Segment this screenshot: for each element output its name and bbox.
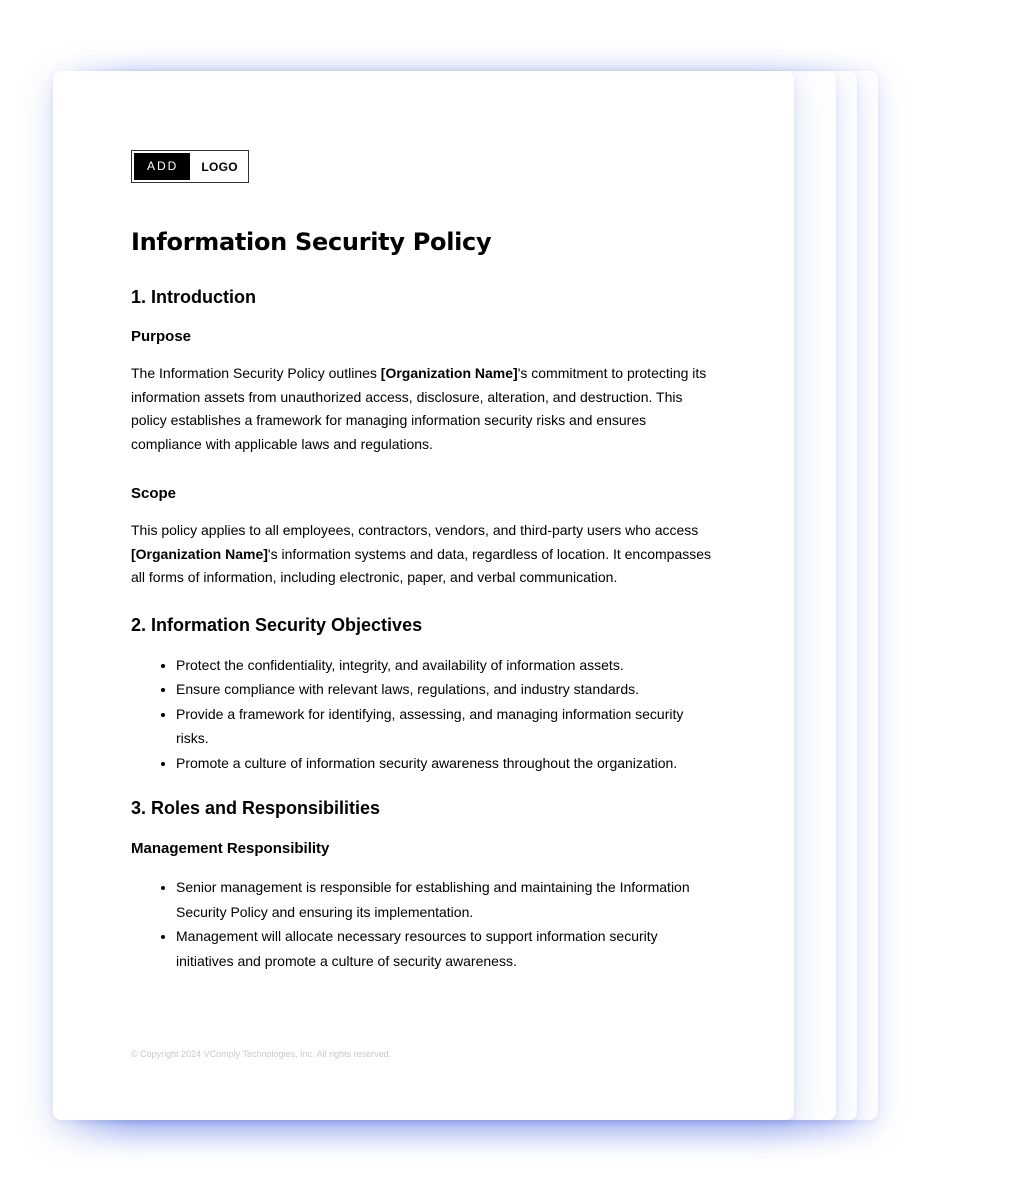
document-page (53, 71, 794, 1120)
management-list (131, 875, 714, 973)
section-heading-introduction: 1. Introduction (131, 287, 256, 307)
copyright-footer: © Copyright 2024 VComply Technologies, Inc. All rights reserved. (131, 1049, 392, 1059)
scope-text-end: 's information systems and data, regardless of location. It encompasses all forms of information, including electronic, paper, and verbal communication. (131, 545, 712, 585)
org-name-placeholder: [Organization Name] (380, 365, 518, 381)
logo-add-label: ADD (134, 153, 190, 180)
purpose-paragraph (131, 362, 714, 456)
list-item: • Senior management is responsible for establishing and maintaining the Information Security Policy and ensuring its implementation. (176, 875, 714, 924)
list-item: • Promote a culture of information security awareness throughout the organization. (176, 751, 714, 776)
subheading-scope: Scope (131, 485, 177, 502)
section-heading-objectives: 2. Information Security Objectives (131, 614, 423, 635)
purpose-text-start: The Information Security Policy outlines (131, 365, 381, 381)
list-item: • Protect the confidentiality, integrity, and availability of information assets. (176, 653, 714, 678)
section-heading-roles: 3. Roles and Responsibilities (131, 798, 381, 818)
org-name-placeholder: [Organization Name] (131, 545, 268, 562)
subheading-purpose: Purpose (131, 328, 192, 345)
list-item: • Management will allocate necessary resources to support information security initiatives and promote a culture of security awareness. (176, 924, 714, 973)
logo-word-label: LOGO (201, 159, 238, 174)
list-item: • Ensure compliance with relevant laws, regulations, and industry standards. (176, 677, 714, 702)
objectives-list (131, 653, 714, 776)
document-title: Information Security Policy (131, 228, 492, 256)
scope-paragraph (131, 519, 714, 590)
purpose-text-end: 's commitment to protecting its information assets from unauthorized access, disclosure, alteration, and destruction. This policy establishes a framework for managing information security risks and ensures compliance with applicable laws and regulations. (131, 365, 707, 452)
logo-placeholder (131, 150, 249, 183)
list-item: • Provide a framework for identifying, assessing, and managing information security risks. (176, 702, 714, 751)
scope-text-start: This policy applies to all employees, contractors, vendors, and third-party users who access (131, 522, 699, 538)
subheading-management: Management Responsibility (131, 840, 330, 857)
